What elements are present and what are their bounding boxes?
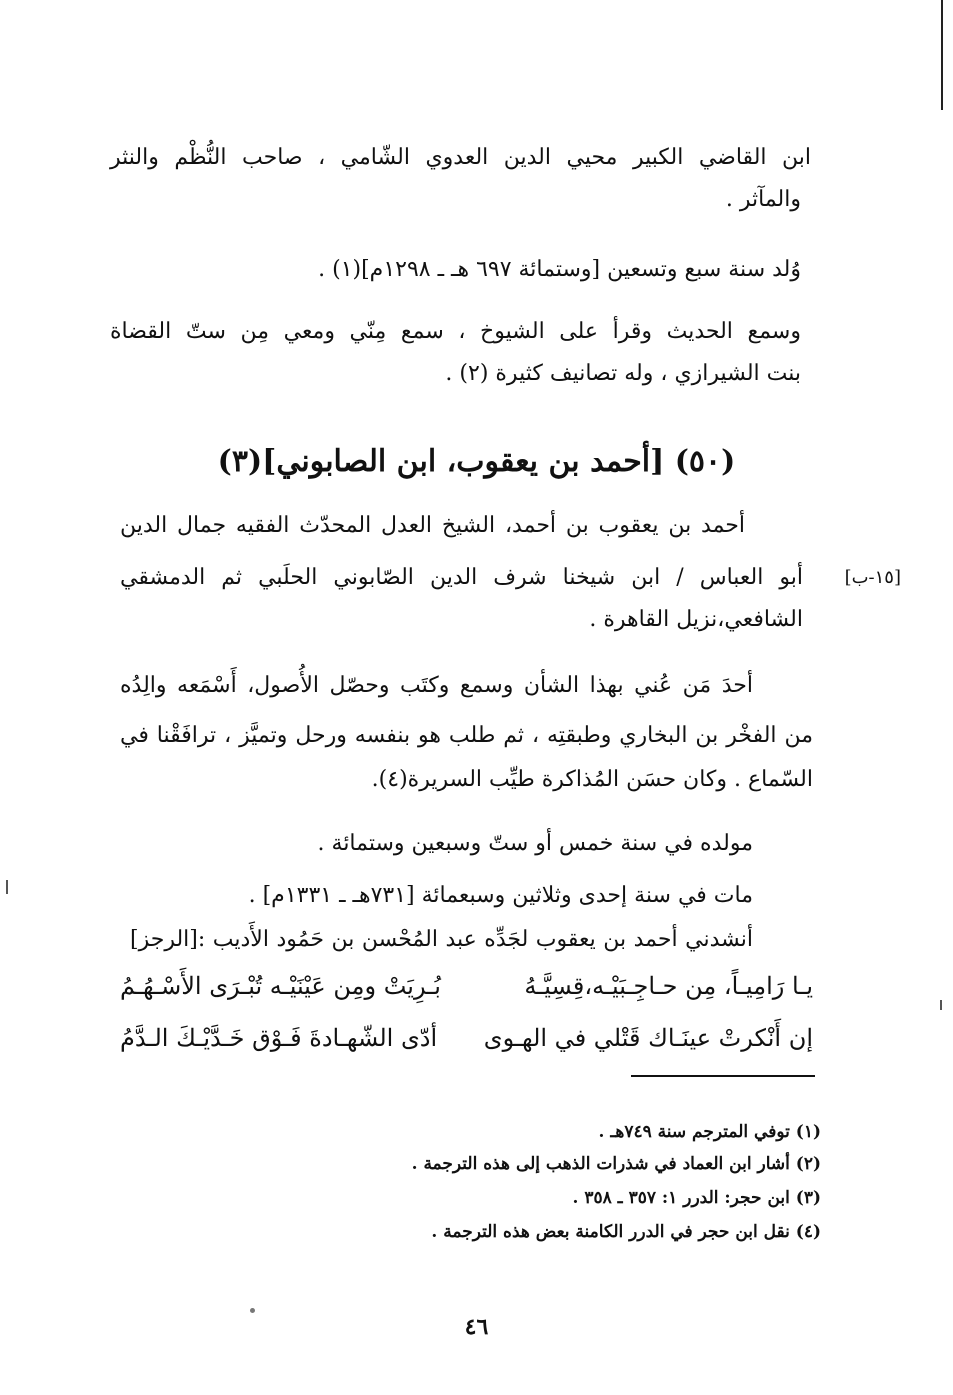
scan-speck — [6, 880, 8, 894]
verse-1-first-hemistich: يـا رَامِيـاً، مِن حـاجِـبَيْـه،قِسِيَّـهُ — [524, 972, 813, 1000]
paragraph-5-line-1: أحدَ مَن عُني بهذا الشأن وسمع وكتَب وحصّل الأُصول، أَسْمَعه والِدُه — [120, 673, 753, 698]
paragraph-2-line-1: وُلد سنة سبع وتسعين [وستمائة ٦٩٧ هـ ـ ١٢٩٨م](١) . — [318, 257, 801, 282]
paragraph-4-line-3: الشافعي،نزيل القاهرة . — [589, 607, 803, 632]
paragraph-7-line: مات في سنة إحدى وثلاثين وسبعمائة [٧٣١هـ ـ ١٣٣١م] . — [248, 883, 753, 908]
footnote-1: (١) توفي المترجم سنة ٧٤٩هـ . — [598, 1122, 821, 1142]
footnote-4: (٤) نقل ابن حجر في الدرر الكامنة بعض هذه الترجمة . — [431, 1222, 821, 1242]
paragraph-5-line-3: السّماع . وكان حسَن المُذاكرة طيِّب السريرة(٤). — [371, 767, 813, 792]
entry-heading: (٥٠) [أحمد بن يعقوب، ابن الصابوني](٣) — [217, 444, 736, 479]
scan-speck — [250, 1308, 255, 1313]
margin-folio-note: [١٥-ب] — [844, 567, 901, 588]
paragraph-6-line: مولده في سنة خمس أو ستّ وسبعين وستمائة . — [317, 831, 753, 856]
page-edge-line — [941, 0, 943, 110]
page-number: ٤٦ — [464, 1314, 489, 1340]
paragraph-1-line-2: والمآثر . — [725, 187, 801, 212]
verse-2-first-hemistich: إن أَنْكرتْ عينَـاك قَتْلي في الهـوى — [483, 1024, 813, 1052]
footnote-2: (٢) أشار ابن العماد في شذرات الذهب إلى هذه الترجمة . — [411, 1154, 821, 1174]
paragraph-1-line-1: ابن القاضي الكبير محيي الدين العدوي الشّامي ، صاحب النُّظْم والنثر — [110, 145, 811, 170]
footnote-3: (٣) ابن حجر: الدرر ١: ٣٥٧ ـ ٣٥٨ . — [572, 1188, 821, 1208]
paragraph-3-line-2: بنت الشيرازي ، وله تصانيف كثيرة (٢) . — [445, 361, 801, 386]
verse-2-second-hemistich: أدّى الشّهـادةَ فَـوْق خَـدَّيْـكَ الـدَّمُ — [120, 1024, 438, 1052]
paragraph-4-line-2: أبو العباس / ابن شيخنا شرف الدين الصّابوني الحلَبي ثم الدمشقي — [120, 565, 803, 590]
verse-1-second-hemistich: بُـرِيَتْ ومِن عَيْنَيْـه تُبْـرَى الأَسْـهُـمُ — [120, 972, 441, 1000]
paragraph-5-line-2: من الفخْر بن البخاري وطبقتِه ، ثم طلب هو بنفسه ورحل وتميَّز ، ترافَقْنا في — [120, 723, 813, 748]
paragraph-8-line: أنشدني أحمد بن يعقوب لجَدِّه عبد المُحْسن بن حَمُود الأَديب :[الرجز] — [130, 927, 753, 952]
verse-line-2 — [120, 1018, 813, 1058]
scan-speck — [940, 1000, 942, 1010]
paragraph-3-line-1: وسمع الحديث وقرأ على الشيوخ ، سمع مِنّي ومعي مِن ستّ القضاة — [110, 319, 801, 344]
paragraph-4-line-1: أحمد بن يعقوب بن أحمد، الشيخ العدل المحدّث الفقيه جمال الدين — [120, 513, 745, 538]
verse-line-1 — [120, 966, 813, 1006]
footnote-separator — [631, 1075, 815, 1077]
